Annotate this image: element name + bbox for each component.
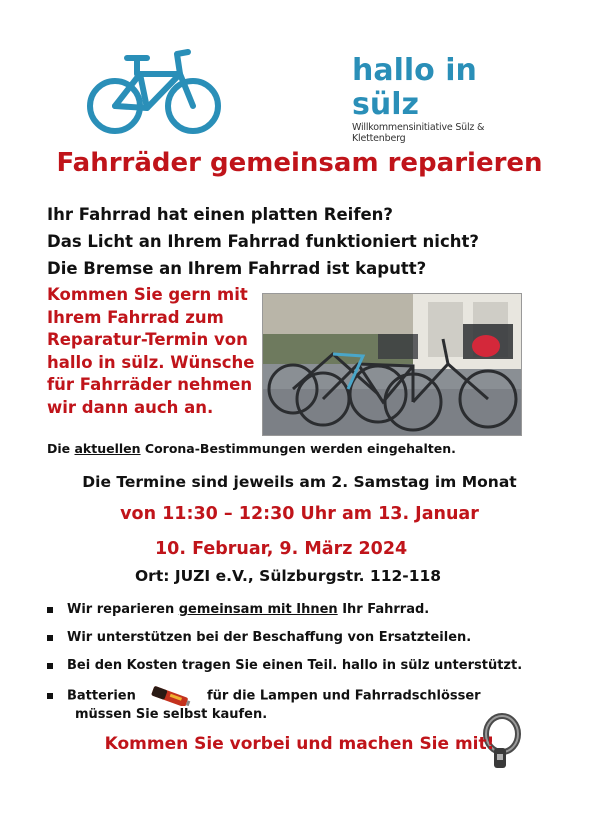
bullet-square-icon <box>47 635 53 641</box>
bullet-text: Wir unterstützen bei der Beschaffung von Ersatzteilen. <box>67 630 472 645</box>
invitation-line: für Fahrräder nehmen <box>47 375 253 395</box>
bullet-text: Batterien <box>67 688 136 704</box>
corona-underlined: aktuellen <box>74 441 141 456</box>
invitation-line: Ihrem Fahrrad zum <box>47 307 224 327</box>
bullet-item <box>47 658 567 673</box>
invitation-line: Kommen Sie gern mit <box>47 285 248 304</box>
brand-logo <box>352 54 532 144</box>
page-title: Fahrräder gemeinsam reparieren <box>56 148 543 178</box>
invitation-line: hallo in sülz. Wünsche <box>47 352 255 372</box>
brand-subtitle: Willkommensinitiative Sülz & Klettenberg <box>352 122 485 144</box>
question-light: Das Licht an Ihrem Fahrrad funktioniert nicht? <box>47 232 479 251</box>
invitation-line: Reparatur-Termin von <box>47 330 248 350</box>
bullet-underlined: gemeinsam mit Ihnen <box>178 602 338 617</box>
brand-name: hallo in sülz <box>352 53 477 122</box>
schedule-location: Ort: JUZI e.V., Sülzburgstr. 112-118 <box>135 567 442 585</box>
bullet-square-icon <box>47 607 53 613</box>
bicycles-photo <box>262 293 522 436</box>
schedule-time: von 11:30 – 12:30 Uhr am 13. Januar <box>120 504 479 524</box>
schedule-intro: Die Termine sind jeweils am 2. Samstag im Monat <box>82 473 517 491</box>
corona-notice <box>47 441 456 456</box>
question-tire: Ihr Fahrrad hat einen platten Reifen? <box>47 205 394 224</box>
bicycle-icon <box>85 46 225 141</box>
bullet-text: Ihr Fahrrad. <box>337 602 430 617</box>
closing-call: Kommen Sie vorbei und machen Sie mit! <box>104 734 495 754</box>
bullet-item <box>47 630 567 645</box>
corona-text-before: Die <box>47 441 75 456</box>
bullet-square-icon <box>47 693 53 699</box>
bullet-item <box>47 602 567 617</box>
bullet-square-icon <box>47 663 53 669</box>
bullet-text: Bei den Kosten tragen Sie einen Teil. hallo in sülz unterstützt. <box>67 658 523 673</box>
invitation-line: wir dann auch an. <box>47 397 214 417</box>
question-brake: Die Bremse an Ihrem Fahrrad ist kaputt? <box>47 259 427 278</box>
schedule-dates: 10. Februar, 9. März 2024 <box>155 539 408 559</box>
corona-text-after: Corona-Bestimmungen werden eingehalten. <box>140 441 456 456</box>
bullet-continuation: müssen Sie selbst kaufen. <box>75 707 268 722</box>
bullet-text: für die Lampen und Fahrradschlösser <box>206 688 481 704</box>
bullet-item <box>47 686 567 706</box>
battery-icon <box>148 686 194 706</box>
invitation-text <box>47 284 262 420</box>
bullet-text: Wir reparieren <box>67 602 179 617</box>
